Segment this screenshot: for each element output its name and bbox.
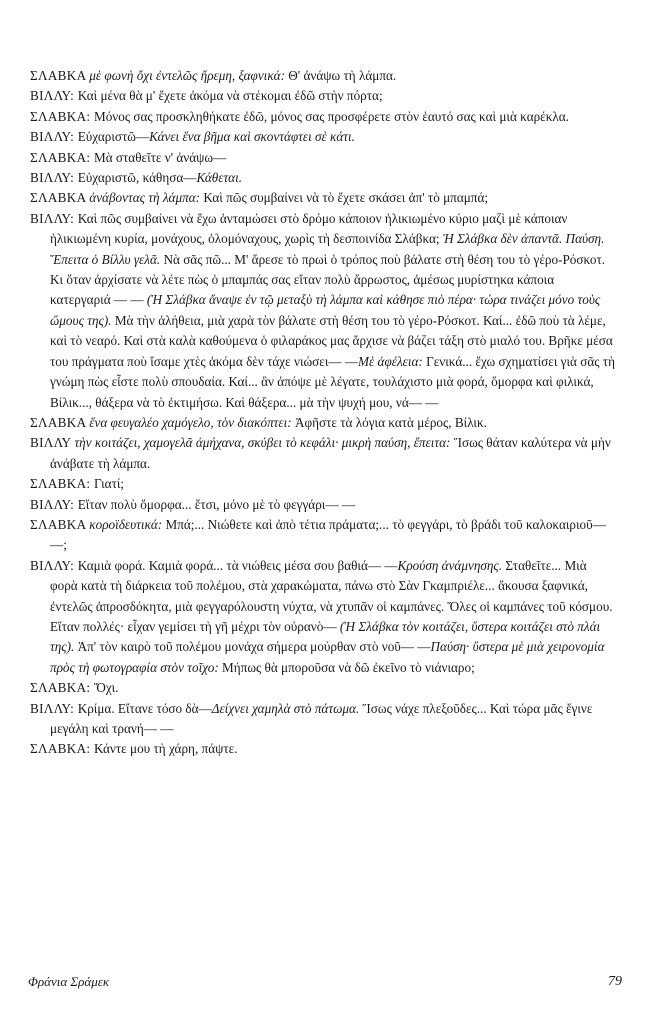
spoken-line: Εὐχαριστῶ, κάθησα— bbox=[77, 170, 197, 186]
dialogue-paragraph bbox=[30, 188, 616, 208]
spoken-line: Γιατί; bbox=[93, 476, 125, 492]
spoken-line: Εὐχαριστῶ— bbox=[77, 129, 150, 145]
spoken-line: Καὶ πῶς συμβαίνει νὰ ἔχω ἀνταμώσει στὸ δρόμο κάποιον ἡλικιωμένο κύριο μαζὶ μὲ κάποιαν ἡλικιωμένη κυρία, μονάχους, ὁλομόναχους, χωρὶς τὴ δεσποινίδα Σλάβκα; bbox=[50, 210, 568, 247]
dialogue-paragraph bbox=[30, 699, 616, 740]
page-number: 79 bbox=[608, 974, 622, 989]
spoken-line: Μὰ σταθεῖτε ν' ἀνάψω— bbox=[93, 149, 227, 165]
dialogue-paragraph bbox=[30, 148, 616, 168]
spoken-line: Ἀφῆστε τὰ λόγια κατὰ μέρος, Βίλικ. bbox=[291, 414, 487, 430]
speaker-name: ΣΛΑΒΚΑ bbox=[30, 190, 90, 206]
dialogue-paragraph bbox=[30, 127, 616, 147]
dialogue-paragraph bbox=[30, 678, 616, 698]
play-dialogue bbox=[30, 66, 616, 760]
dialogue-paragraph bbox=[30, 168, 616, 188]
dialogue-paragraph bbox=[30, 433, 616, 474]
stage-direction: (Ἡ Σλάβκα ἄναψε ἐν τῷ μεταξὺ τὴ λάμπα καὶ κάθησε πιὸ πέρα· τώρα τινάζει μόνο τοὺς ὤμους της). bbox=[50, 292, 601, 328]
stage-direction: Κάθεται. bbox=[196, 170, 243, 186]
spoken-line: Σταθεῖτε... Μιὰ φορὰ κατὰ τὴ διάρκεια τοῦ πολέμου, στὰ χαρακώματα, πάνω στὸ Σὰν Γκαμπριέλε... ἄκουσα ξαφνικά, ἐντελῶς ἀπροσδόκητα, μιὰ φεγγαρόλουστη νύχτα, νὰ χτυπᾶν οἱ καμπάνες. Ὅλες οἱ καμπάνες τοῦ κόσμου. Εἴταν πολλές· εἶχαν γεμίσει τὴ γῆ μέχρι τὸν οὐρανὸ— bbox=[50, 557, 613, 634]
running-footer-author: Φράνια Σράμεκ bbox=[28, 974, 110, 989]
speaker-name: ΒΙΛΛΥ: bbox=[30, 88, 78, 104]
spoken-line: Ἀπ' τὸν καιρὸ τοῦ πολέμου μονάχα σήμερα μούρθαν στὸ νοῦ— — bbox=[74, 639, 431, 655]
dialogue-paragraph bbox=[30, 474, 616, 494]
spoken-line: Ἴσως θάταν καλύτερα νὰ μὴν ἀνάβατε τὴ λάμπα. bbox=[50, 435, 611, 471]
speaker-name: ΣΛΑΒΚΑ bbox=[30, 68, 90, 83]
stage-direction: κοροϊδευτικά: bbox=[89, 516, 163, 532]
spoken-line: Καὶ μένα θὰ μ' ἔχετε ἀκόμα νὰ στέκομαι ἐδῶ στὴν πόρτα; bbox=[77, 88, 383, 104]
speaker-name: ΣΛΑΒΚΑ: bbox=[30, 741, 94, 757]
spoken-line: Ὄχι. bbox=[93, 680, 119, 696]
spoken-line: Κάντε μου τὴ χάρη, πάψτε. bbox=[93, 741, 238, 757]
spoken-line: Γενικά... ἔχω σχηματίσει γιὰ σᾶς τὴ γνώμη πὼς εἶστε πολὺ σπουδαία. Καί... ἂν ἀπόψε μὲ λέγατε, τουλάχιστο μιὰ φορά, ὄμορφα καὶ φιλικά, Βίλικ..., θάξερα νὰ τὸ ἐκτιμήσω. Καὶ θάξερα... μὰ τὴν ψυχή μου, νά— — bbox=[50, 353, 615, 410]
speaker-name: ΒΙΛΛΥ: bbox=[30, 129, 78, 145]
speaker-name: ΣΛΑΒΚΑ: bbox=[30, 149, 94, 165]
stage-direction: τὴν κοιτάζει, χαμογελᾶ ἀμήχανα, σκύβει τὸ κεφάλι· μικρὴ παύση, ἔπειτα: bbox=[74, 435, 451, 451]
spoken-line: Μπά;... Νιώθετε καὶ ἀπὸ τέτια πράματα;... τὸ φεγγάρι, τὸ βράδι τοῦ καλοκαιριοῦ— —; bbox=[50, 516, 606, 553]
dialogue-paragraph bbox=[30, 556, 616, 678]
spoken-line: Μὰ τὴν ἀλήθεια, μιὰ χαρὰ τὸν βάλατε στὴ θέση του τὸ γέρο-Ρόσκοτ. Καί... ἐδῶ ποὺ τὰ λέμε, καὶ τὸ νεαρό. Καὶ στὰ καλὰ καθούμενα ὁ φιλαράκος μας ἄρχισε νὰ βάζει τάξη στὸ μιαλό του. Βρῆκε μέσα του πράγματα ποὺ ἴσαμε χτὲς ἀκόμα δὲν τάχε νιώσει— — bbox=[50, 312, 613, 369]
speaker-name: ΒΙΛΛΥ bbox=[30, 435, 75, 451]
spoken-line: Ἴσως νάχε πλεξοῦδες... Καὶ τώρα μᾶς ἔγινε μεγάλη καὶ τρανή— — bbox=[50, 700, 593, 736]
spoken-line: Μήπως θὰ μποροῦσα νὰ δῶ ἐκεῖνο τὸ νιάνιαρο; bbox=[218, 659, 475, 675]
stage-direction: Κάνει ἕνα βῆμα καὶ σκοντάφτει σὲ κάτι. bbox=[149, 129, 355, 145]
dialogue-paragraph bbox=[30, 66, 616, 86]
speaker-name: ΒΙΛΛΥ: bbox=[30, 700, 78, 716]
spoken-line: Εἴταν πολὺ ὄμορφα... ἔτσι, μόνο μὲ τὸ φεγγάρι— — bbox=[77, 496, 356, 512]
stage-direction: Δείχνει χαμηλὰ στὸ πάτωμα. bbox=[211, 700, 360, 716]
stage-direction: Μὲ ἀφέλεια: bbox=[358, 353, 423, 369]
dialogue-paragraph bbox=[30, 209, 616, 413]
spoken-line: Καμιὰ φορά. Καμιὰ φορά... τὰ νιώθεις μέσα σου βαθιά— — bbox=[77, 557, 398, 573]
dialogue-paragraph bbox=[30, 515, 616, 556]
speaker-name: ΣΛΑΒΚΑ: bbox=[30, 108, 94, 124]
dialogue-paragraph bbox=[30, 86, 616, 106]
spoken-line: Καὶ πῶς συμβαίνει νὰ τὸ ἔχετε σκάσει ἀπ' τὸ μπαμπά; bbox=[200, 190, 489, 206]
stage-direction: ἀνάβοντας τὴ λάμπα: bbox=[89, 190, 201, 206]
speaker-name: ΒΙΛΛΥ: bbox=[30, 170, 78, 186]
dialogue-paragraph bbox=[30, 413, 616, 433]
dialogue-paragraph bbox=[30, 739, 616, 759]
spoken-line: Νὰ σᾶς πῶ... Μ' ἄρεσε τὸ πρωὶ ὁ τρόπος ποὺ βάλατε στὴ θέση του τὸ γέρο-Ρόσκοτ. Κι ὅταν ἀρχίσατε νὰ λέτε πὼς ὁ μπαμπάς σας εἴταν πολὺ ἄρρωστος, ἀμέσως μυρίστηκα κάποια κατεργαριά — — bbox=[50, 251, 606, 308]
speaker-name: ΒΙΛΛΥ: bbox=[30, 557, 78, 573]
speaker-name: ΣΛΑΒΚΑ: bbox=[30, 680, 94, 696]
speaker-name: ΣΛΑΒΚΑ bbox=[30, 516, 90, 532]
spoken-line: Κρίμα. Εἴτανε τόσο δὰ— bbox=[77, 700, 212, 716]
stage-direction: (Ἡ Σλάβκα τὸν κοιτάζει, ὕστερα κοιτάζει στὸ πλάι της). bbox=[50, 618, 601, 655]
spoken-line: Μόνος σας προσκληθήκατε ἐδῶ, μόνος σας προσφέρετε στὸν ἑαυτό σας καὶ μιὰ καρέκλα. bbox=[93, 108, 569, 124]
speaker-name: ΒΙΛΛΥ: bbox=[30, 496, 78, 512]
speaker-name: ΣΛΑΒΚΑ: bbox=[30, 476, 94, 492]
speaker-name: ΒΙΛΛΥ: bbox=[30, 210, 78, 226]
dialogue-paragraph bbox=[30, 495, 616, 515]
stage-direction: Κρούση ἀνάμνησης. bbox=[397, 557, 503, 573]
spoken-line: Θ' ἀνάψω τὴ λάμπα. bbox=[284, 68, 397, 83]
stage-direction: Ἡ Σλάβκα δὲν ἀπαντᾶ. Παύση. Ἔπειτα ὁ Βίλλυ γελᾶ. bbox=[50, 231, 605, 267]
stage-direction: μὲ φωνὴ ὄχι ἐντελῶς ἤρεμη, ξαφνικά: bbox=[89, 68, 285, 83]
speaker-name: ΣΛΑΒΚΑ bbox=[30, 414, 90, 430]
stage-direction: Παύση· ὕστερα μὲ μιὰ χειρονομία πρὸς τὴ φωτογραφία στὸν τοῖχο: bbox=[50, 639, 605, 675]
stage-direction: ἕνα φευγαλέο χαμόγελο, τὸν διακόπτει: bbox=[89, 414, 292, 430]
dialogue-paragraph bbox=[30, 107, 616, 127]
